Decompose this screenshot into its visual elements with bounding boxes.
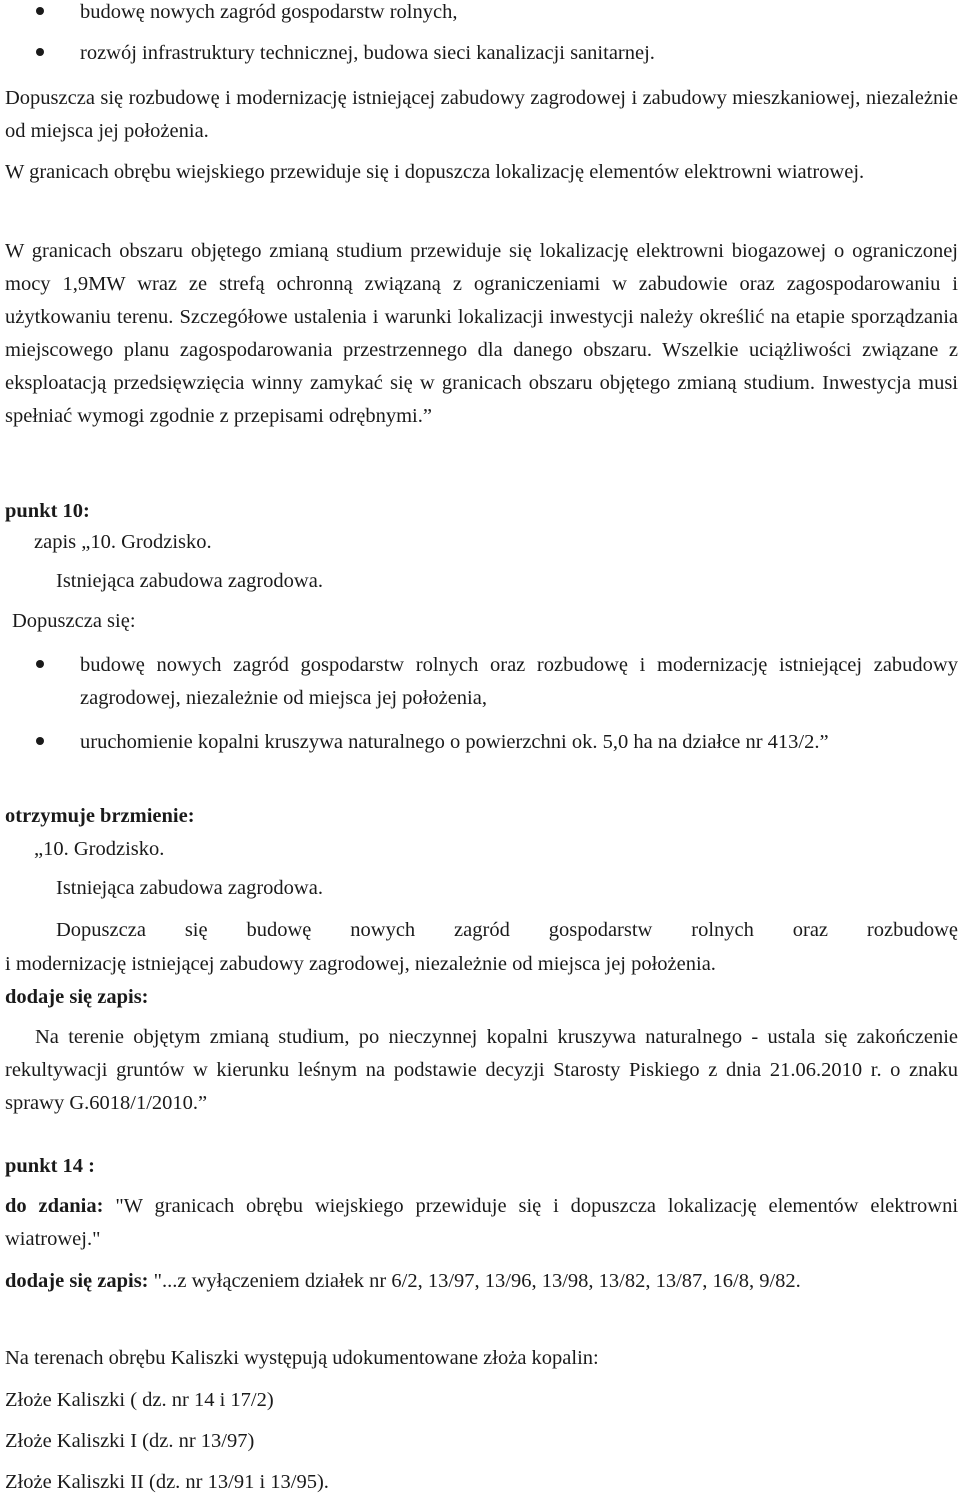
do-zdania-label: do zdania: xyxy=(5,1195,104,1217)
paragraph-dopuszcza: Dopuszcza się rozbudowę i modernizację istniejącej zabudowy zagrodowej i zabudowy mieszkaniowej, niezależnie od miejsca jej położenia. xyxy=(5,87,958,142)
bullet-icon xyxy=(36,660,44,668)
list-item xyxy=(0,37,958,70)
zapis-dopuszcza-label: Dopuszcza się: xyxy=(12,610,136,632)
list-item-text: budowę nowych zagród gospodarstw rolnych oraz rozbudowę i modernizację istniejącej zabudowy zagrodowej, niezależnie od miejsca jej położenia, xyxy=(80,654,958,709)
do-zdania-text: "W granicach obrębu wiejskiego przewiduje się i dopuszcza lokalizację elementów elektrowni wiatrowej." xyxy=(5,1195,959,1250)
kaliszki-intro: Na terenach obrębu Kaliszki występują udokumentowane złoża kopalin: xyxy=(5,1347,599,1369)
nowy-dopuszcza-line-1: Dopuszcza się budowę nowych zagród gospodarstw rolnych oraz rozbudowę xyxy=(56,919,958,941)
bullet-icon xyxy=(36,48,44,56)
list-item xyxy=(0,649,958,715)
heading-punkt-14: punkt 14 : xyxy=(5,1155,96,1177)
nowy-dopuszcza-line-2: i modernizację istniejącej zabudowy zagrodowej, niezależnie od miejsca jej położenia. xyxy=(5,953,716,975)
bullet-icon xyxy=(36,7,44,15)
bullet-icon xyxy=(36,737,44,745)
dodaje-sie-zapis-text: Na terenie objętym zmianą studium, po nieczynnej kopalni kruszywa naturalnego - ustala się zakończenie rekultywacji gruntów w kierunku leśnym na podstawie decyzji Starosty Piskiego z dnia 21.06.2010 r. o znaku sprawy G.6018/1/2010.” xyxy=(5,1026,958,1114)
do-zdania-paragraph xyxy=(5,1190,958,1256)
list-item-text: budowę nowych zagród gospodarstw rolnych, xyxy=(80,1,458,23)
dodaje-zapis-paragraph xyxy=(5,1265,958,1298)
list-item xyxy=(0,0,958,29)
zapis-istniejaca: Istniejąca zabudowa zagrodowa. xyxy=(56,570,323,592)
paragraph-wiatrowa: W granicach obrębu wiejskiego przewiduje się i dopuszcza lokalizację elementów elektrowni wiatrowej. xyxy=(5,161,865,183)
list-item-text: rozwój infrastruktury technicznej, budowa sieci kanalizacji sanitarnej. xyxy=(80,42,655,64)
heading-punkt-10: punkt 10: xyxy=(5,500,90,522)
otrzymuje-brzmienie-label: otrzymuje brzmienie: xyxy=(5,805,195,827)
intro-bullet-list xyxy=(0,0,958,70)
dodaje-zapis-label: dodaje się zapis: xyxy=(5,1270,149,1292)
nowy-istniejaca: Istniejąca zabudowa zagrodowa. xyxy=(56,877,323,899)
zloze-kaliszki-ii: Złoże Kaliszki II (dz. nr 13/91 i 13/95). xyxy=(5,1471,329,1493)
list-item xyxy=(0,726,958,759)
paragraph-biogazowa: W granicach obszaru objętego zmianą studium przewiduje się lokalizację elektrowni biogazowej o ograniczonej mocy 1,9MW wraz ze strefą ochronną związaną z ograniczeniami w zabudowie oraz zagospodarowaniu i użytkowaniu terenu. Szczegółowe ustalenia i warunki lokalizacji inwestycji należy określić na etapie sporządzania miejscowego planu zagospodarowania przestrzennego dla danego obszaru. Wszelkie uciążliwości związane z eksploatacją przedsięwzięcia winny zamykać się w granicach obszaru objętego zmianą studium. Inwestycja musi spełniać wymogi zgodnie z przepisami odrębnymi.” xyxy=(5,240,958,427)
dodaje-zapis-text: "...z wyłączeniem działek nr 6/2, 13/97, 13/96, 13/98, 13/82, 13/87, 16/8, 9/82. xyxy=(148,1270,801,1292)
zapis-title: zapis „10. Grodzisko. xyxy=(34,531,212,553)
dodaje-sie-zapis-label: dodaje się zapis: xyxy=(5,986,149,1008)
list-item-text: uruchomienie kopalni kruszywa naturalnego o powierzchni ok. 5,0 ha na działce nr 413/2.” xyxy=(80,731,829,753)
zloze-kaliszki-i: Złoże Kaliszki I (dz. nr 13/97) xyxy=(5,1430,255,1452)
zloze-kaliszki: Złoże Kaliszki ( dz. nr 14 i 17/2) xyxy=(5,1389,274,1411)
nowy-tytul: „10. Grodzisko. xyxy=(34,838,165,860)
zapis-bullet-list xyxy=(0,649,958,759)
